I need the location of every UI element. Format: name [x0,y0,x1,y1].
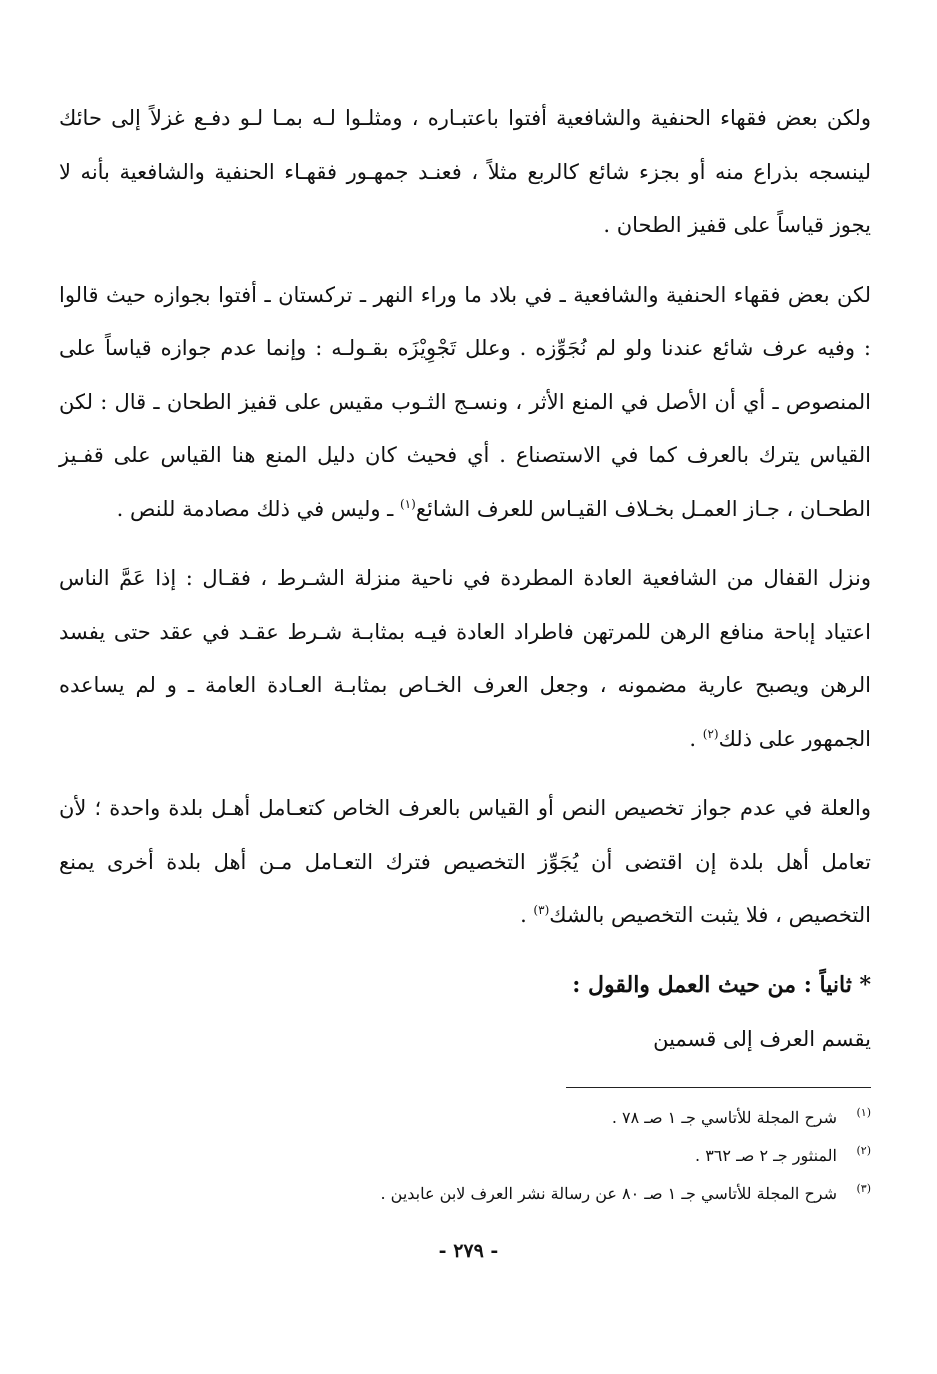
paragraph-3-text-b: . [689,726,703,751]
footnote-ref-1[interactable]: (١) [399,496,416,511]
section-heading: * ثانياً : من حيث العمل والقول : [572,971,871,998]
paragraph-4 [59,782,871,943]
footnote-3-mark: (٣) [856,1181,871,1195]
paragraph-1 [59,92,871,253]
footnotes [59,1100,871,1214]
paragraph-4-text-b: . [520,903,534,927]
footnote-2-text: المنثور جـ ٢ صـ ٣٦٢ . [695,1145,837,1165]
paragraph-4-text-a: والعلة في عدم جواز تخصيص النص أو القياس بالعرف الخاص كتعـامل أهـل بلدة واحدة ؛ لأن تعامل أهل بلدة إن اقتضى أن يُجَوِّز التخصيص فترك التعـامل مـن أهل بلدة أخرى يمنع التخصيص ، فلا يثبت التخصيص بالشك [59,796,871,927]
section-subline: يقسم العرف إلى قسمين [653,1026,871,1051]
footnote-3-text: شرح المجلة للأتاسي جـ ١ صـ ٨٠ عن رسالة نشر العرف لابن عابدين . [380,1183,837,1203]
footnote-2 [59,1138,871,1176]
paragraph-3 [59,552,871,766]
paragraph-2-text-a: لكن بعض فقهاء الحنفية والشافعية ـ في بلاد ما وراء النهر ـ تركستان ـ أفتوا بجوازه حيث قالوا : وفيه عرف شائع عندنا ولو لم نُجَوِّزه . وعلل تَجْوِيْزَه بقـولـه : وإنما عدم جوازه قياساً على المنصوص ـ أي أن الأصل في المنع الأثر ، ونسـج الثـوب مقيس على قفيز الطحان ـ قال : لكن القياس يترك بالعرف كما في الاستصناع . أي فحيث كان دليل المنع هنا القياس على قفـيز الطحـان ، جـاز العمـل بخـلاف القيـاس للعرف الشائع [59,282,871,521]
footnote-1-text: شرح المجلة للأتاسي جـ ١ صـ ٧٨ . [611,1107,837,1127]
footnote-ref-3[interactable]: (٣) [533,903,550,917]
paragraph-1-text: ولكن بعض فقهاء الحنفية والشافعية أفتوا باعتبـاره ، ومثلـوا لـه بمـا لـو دفـع غزلاً إلى حائك لينسجه بذراع منه أو بجزء شائع كالربع مثلاً ، فعنـد جمهـور فقهـاء الحنفية والشافعية بأنه لا يجوز قياساً على قفيز الطحان . [59,106,871,237]
paragraph-3-text-a: ونزل القفال من الشافعية العادة المطردة في ناحية منزلة الشـرط ، فقـال : إذا عَمَّ الناس اعتياد إباحة منافع الرهن للمرتهن فاطراد العادة فيـه بمثابـة شـرط عقـد في عقد حتى يفسد الرهن ويصبح عارية مضمونه ، وجعل العرف الخـاص بمثابـة العـادة العامة ـ و لم يساعده الجمهور على ذلك [59,566,871,751]
footnote-divider [566,1087,871,1088]
footnote-2-mark: (٢) [856,1143,871,1157]
footnote-1-mark: (١) [856,1105,871,1119]
page-number: - ٢٧٩ - [438,1240,499,1262]
footnote-1 [59,1100,871,1138]
footnote-3 [59,1176,871,1214]
paragraph-2 [59,269,871,537]
footnote-ref-2[interactable]: (٢) [702,726,719,741]
page-body [59,92,871,1214]
paragraph-2-text-b: ـ وليس في ذلك مصادمة للنص . [116,496,400,521]
